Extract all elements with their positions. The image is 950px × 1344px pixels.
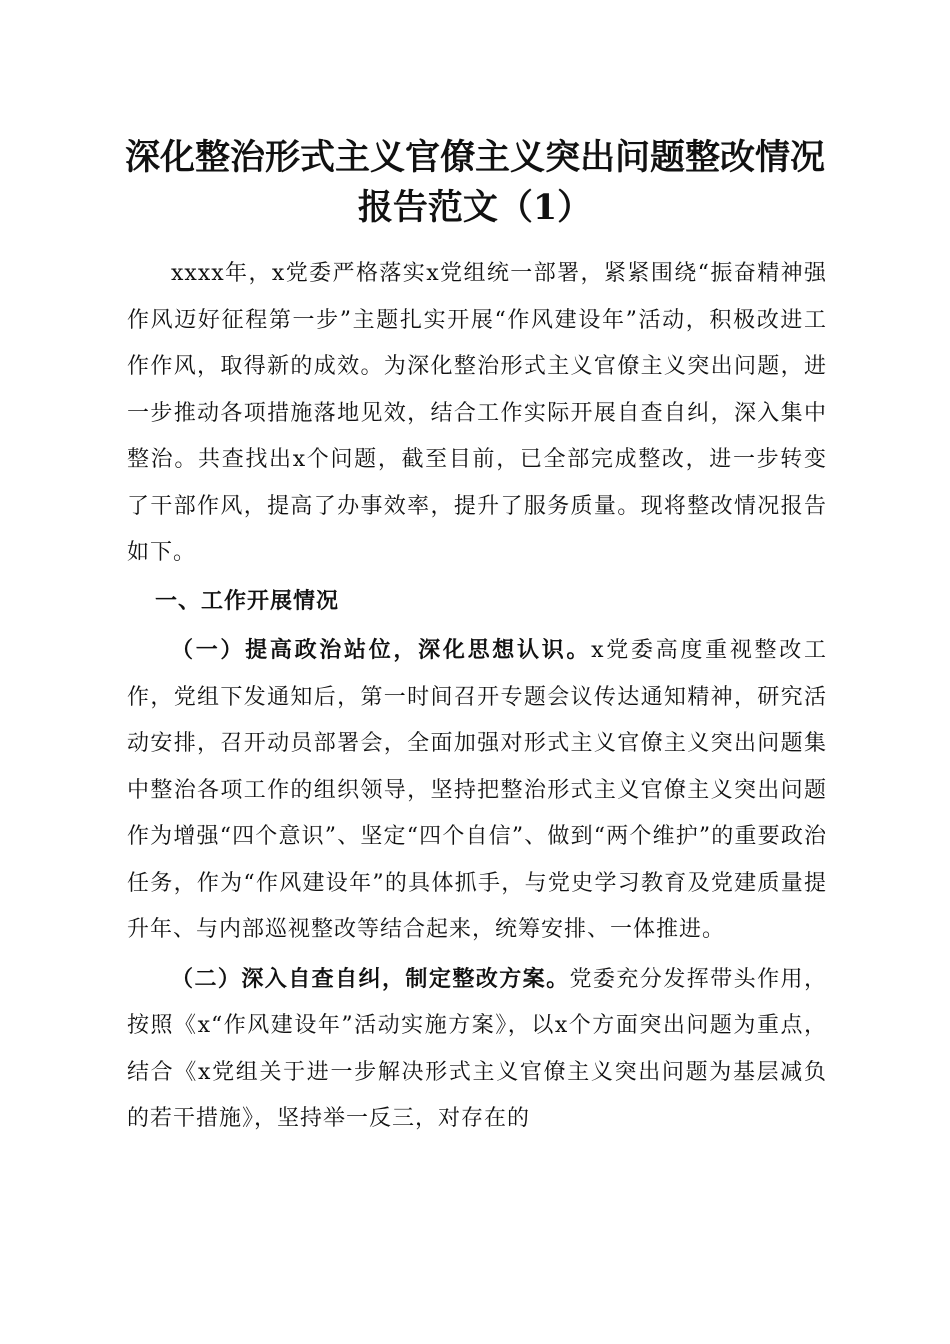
item-text-2: 党委充分发挥带头作用，按照《x“作风建设年”活动实施方案》，以x个方面突出问题为重点，结合《x党组关于进一步解决形式主义官僚主义突出问题为基层减负的若干措施》，坚持举一反三，对存在的: [127, 966, 827, 1131]
document-title: [100, 133, 850, 233]
section-heading-1: 一、工作开展情况: [155, 588, 340, 614]
intro-paragraph: xxxx年，x党委严格落实x党组统一部署，紧紧围绕“振奋精神强作风迈好征程第一步”主题扎实开展“作风建设年”活动，积极改进工作作风，取得新的成效。为深化整治形式主义官僚主义突出问题，进一步推动各项措施落地见效，结合工作实际开展自查自纠，深入集中整治。共查找出x个问题，截至目前，已全部完成整改，进一步转变了干部作风，提高了办事效率，提升了服务质量。现将整改情况报告如下。: [127, 261, 827, 565]
title-line-1: 深化整治形式主义官僚主义突出问题整改情况: [124, 137, 825, 178]
title-line-2: 报告范文（1）: [357, 187, 593, 228]
item-paragraph-1: [127, 627, 827, 954]
item-text-1: x党委高度重视整改工作，党组下发通知后，第一时间召开专题会议传达通知精神，研究活动安排，召开动员部署会，全面加强对形式主义官僚主义突出问题集中整治各项工作的组织领导，坚持把整治形式主义官僚主义突出问题作为增强“四个意识”、坚定“四个自信”、做到“两个维护”的重要政治任务，作为“作风建设年”的具体抓手，与党史学习教育及党建质量提升年、与内部巡视整改等结合起来，统筹安排、一体推进。: [127, 638, 827, 942]
item-lead-2: （二）深入自查自纠，制定整改方案。: [171, 965, 570, 992]
item-paragraph-2: [127, 956, 827, 1143]
item-lead-1: （一）提高政治站位，深化思想认识。: [171, 637, 592, 663]
document-body: [127, 251, 827, 1145]
